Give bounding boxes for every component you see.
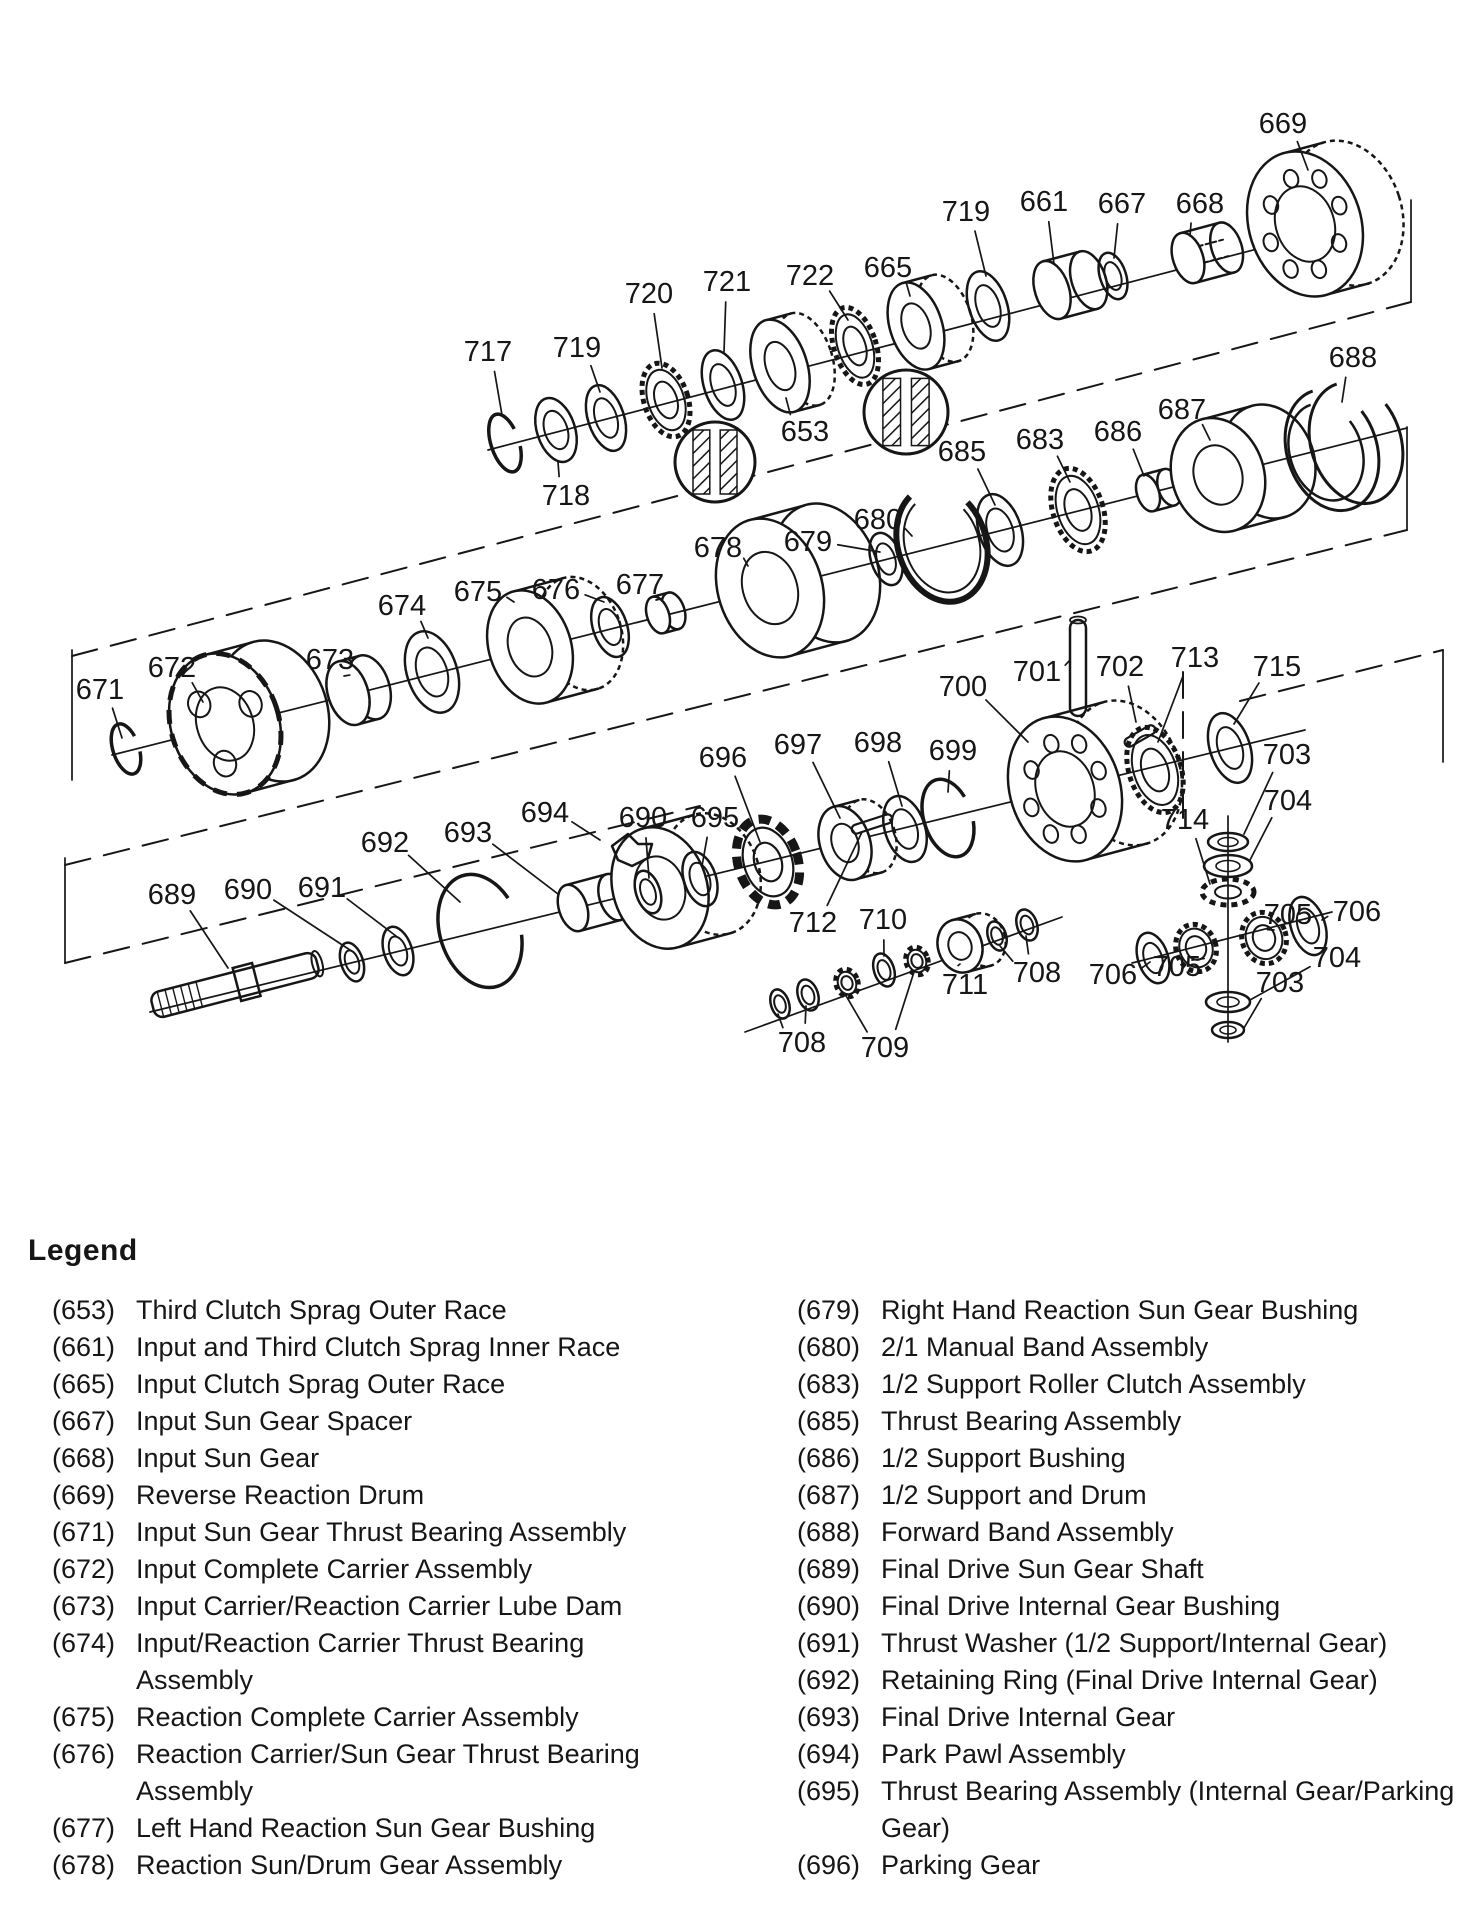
callout-number: 683: [1015, 424, 1065, 456]
callout-number: 692: [360, 827, 410, 859]
part-719-bearing-right: [959, 266, 1017, 346]
callout-661: [1020, 186, 1068, 264]
callout-689: [148, 879, 228, 968]
legend-item-desc: Input and Third Clutch Sprag Inner Race: [136, 1332, 621, 1362]
legend-item-desc: Final Drive Internal Gear: [881, 1702, 1176, 1732]
legend-item-desc: Right Hand Reaction Sun Gear Bushing: [881, 1295, 1359, 1325]
legend-item-desc: Reaction Carrier/Sun Gear Thrust Bearing Assembly: [136, 1739, 640, 1806]
callout-number: 695: [690, 802, 740, 834]
legend-item-desc: Input Sun Gear Spacer: [136, 1406, 413, 1436]
callout-number: 701: [1012, 656, 1062, 688]
legend-item-desc: Reaction Complete Carrier Assembly: [136, 1702, 579, 1732]
callout-677: [616, 569, 664, 601]
part-711-roller-gear: [931, 907, 1013, 978]
legend-item-number: (683): [797, 1369, 861, 1399]
callout-number: 703: [1262, 739, 1312, 771]
legend-item: [797, 1440, 1472, 1477]
callout-number: 687: [1157, 394, 1207, 426]
callout-number: 685: [937, 436, 987, 468]
callout-711: [942, 964, 988, 1001]
legend-item: [52, 1847, 752, 1884]
callout-698: [854, 727, 902, 806]
legend-item-number: (692): [797, 1665, 861, 1695]
callout-697: [774, 729, 840, 818]
part-671-thrust-bearing: [106, 720, 147, 777]
callout-number: 708: [777, 1027, 827, 1059]
callout-number: 718: [541, 480, 591, 512]
callout-number: 680: [853, 504, 903, 536]
callout-number: 688: [1328, 342, 1378, 374]
legend-item: [797, 1625, 1472, 1662]
callout-673: [306, 644, 354, 676]
legend-item-number: (676): [52, 1739, 116, 1769]
callout-708: [778, 1006, 826, 1059]
part-683-roller-clutch: [1041, 461, 1115, 558]
callout-number: 715: [1252, 651, 1302, 683]
legend-item: [52, 1329, 752, 1366]
part-668-input-sun-gear: [1166, 218, 1249, 287]
legend-item-number: (688): [797, 1517, 861, 1547]
legend-item-desc: 2/1 Manual Band Assembly: [881, 1332, 1209, 1362]
legend-item-desc: Parking Gear: [881, 1850, 1041, 1880]
part-717-snap-ring: [482, 410, 527, 476]
legend-left-column: [52, 1292, 752, 1884]
callout-number: 686: [1093, 416, 1143, 448]
legend-item-desc: Input Clutch Sprag Outer Race: [136, 1369, 506, 1399]
callout-number: 671: [75, 674, 125, 706]
callout-708: [1000, 936, 1061, 989]
legend-item-desc: Thrust Bearing Assembly (Internal Gear/Parking Gear): [881, 1776, 1455, 1843]
callout-number: 653: [780, 416, 830, 448]
callout-667: [1098, 188, 1146, 258]
callout-number: 697: [773, 729, 823, 761]
legend-item-desc: Left Hand Reaction Sun Gear Bushing: [136, 1813, 596, 1843]
legend-item: [797, 1773, 1472, 1847]
legend-item: [797, 1366, 1472, 1403]
legend-item-number: (661): [52, 1332, 116, 1362]
legend-item-desc: Input Sun Gear: [136, 1443, 320, 1473]
callout-720: [625, 278, 673, 368]
callout-number: 719: [552, 332, 602, 364]
legend-item-desc: Final Drive Internal Gear Bushing: [881, 1591, 1281, 1621]
part-718-bushing: [528, 393, 585, 468]
legend-item: [797, 1551, 1472, 1588]
part-674-thrust-bearing: [395, 624, 469, 719]
legend-item-desc: Thrust Bearing Assembly: [881, 1406, 1182, 1436]
callout-number: 668: [1175, 188, 1225, 220]
legend-item-number: (687): [797, 1480, 861, 1510]
callout-676: [532, 574, 604, 606]
legend-right-column: [797, 1292, 1472, 1884]
part-689-final-drive-shaft: [148, 946, 326, 1023]
callout-719: [553, 332, 601, 392]
callout-number: 711: [941, 969, 989, 1001]
callout-number: 698: [853, 727, 903, 759]
legend-item: [797, 1588, 1472, 1625]
callout-number: 712: [788, 907, 838, 939]
legend-item: [797, 1329, 1472, 1366]
part-721-ring: [694, 345, 752, 425]
callout-number: 706: [1332, 896, 1382, 928]
legend-item-number: (674): [52, 1628, 116, 1658]
callout-number: 674: [377, 590, 427, 622]
legend-item: [52, 1551, 752, 1588]
legend-item-desc: 1/2 Support and Drum: [881, 1480, 1147, 1510]
callout-number: 706: [1088, 959, 1138, 991]
callout-714: [1161, 804, 1210, 884]
legend-item-number: (671): [52, 1517, 116, 1547]
part-667-sun-gear-spacer: [1093, 249, 1133, 303]
callout-702: [1096, 651, 1144, 722]
legend-item: [797, 1847, 1472, 1884]
callout-705: [1264, 899, 1312, 931]
callout-number: 667: [1097, 188, 1147, 220]
callout-number: 714: [1160, 804, 1210, 836]
legend-item: [52, 1477, 752, 1514]
callout-671: [76, 674, 124, 738]
callout-number: 669: [1258, 108, 1308, 140]
callout-number: 702: [1095, 651, 1145, 683]
callout-number: 675: [453, 576, 503, 608]
callout-number: 676: [531, 574, 581, 606]
legend-item-number: (677): [52, 1813, 116, 1843]
legend-item-number: (673): [52, 1591, 116, 1621]
legend-item-number: (678): [52, 1850, 116, 1880]
legend-item: [52, 1588, 752, 1625]
legend-item: [797, 1403, 1472, 1440]
legend-item: [797, 1699, 1472, 1736]
legend-item-desc: Retaining Ring (Final Drive Internal Gear): [881, 1665, 1378, 1695]
legend-item-desc: Thrust Washer (1/2 Support/Internal Gear): [881, 1628, 1388, 1658]
legend-item: [52, 1440, 752, 1477]
callout-678: [694, 532, 748, 566]
legend-item-desc: Input Sun Gear Thrust Bearing Assembly: [136, 1517, 627, 1547]
callout-686: [1094, 416, 1144, 476]
callout-number: 661: [1019, 186, 1069, 218]
legend-item-desc: Input Carrier/Reaction Carrier Lube Dam: [136, 1591, 623, 1621]
callout-number: 694: [520, 797, 570, 829]
callout-number: 679: [783, 526, 833, 558]
legend-item-desc: Reaction Sun/Drum Gear Assembly: [136, 1850, 563, 1880]
callout-722: [786, 260, 848, 320]
legend-item-number: (667): [52, 1406, 116, 1436]
legend-item: [52, 1403, 752, 1440]
legend-item-number: (675): [52, 1702, 116, 1732]
callout-701: [1013, 656, 1070, 688]
callout-number: 689: [147, 879, 197, 911]
legend-item: [52, 1810, 752, 1847]
legend-item-number: (693): [797, 1702, 861, 1732]
legend-item: [52, 1366, 752, 1403]
legend-item-number: (680): [797, 1332, 861, 1362]
legend-item: [52, 1514, 752, 1551]
callout-717: [464, 336, 512, 415]
legend-item-desc: Park Pawl Assembly: [881, 1739, 1126, 1769]
callout-number: 719: [941, 196, 991, 228]
callout-number: 709: [860, 1032, 910, 1064]
legend-item-number: (686): [797, 1443, 861, 1473]
callout-number: 705: [1152, 951, 1202, 983]
legend-item-number: (668): [52, 1443, 116, 1473]
callout-number: 691: [297, 872, 347, 904]
legend-item: [797, 1662, 1472, 1699]
callout-number: 704: [1263, 785, 1313, 817]
callout-number: 700: [938, 671, 988, 703]
callout-number: 665: [863, 252, 913, 284]
legend-item: [797, 1736, 1472, 1773]
part-709-clip-1: [832, 966, 862, 999]
legend-item-desc: Final Drive Sun Gear Shaft: [881, 1554, 1204, 1584]
legend-item-desc: Input/Reaction Carrier Thrust Bearing Assembly: [136, 1628, 585, 1695]
legend-item-number: (695): [797, 1776, 861, 1806]
callout-number: 722: [785, 260, 835, 292]
callout-710: [859, 904, 907, 956]
callout-number: 672: [147, 652, 197, 684]
callout-number: 720: [624, 278, 674, 310]
callout-number: 699: [928, 735, 978, 767]
callout-688: [1329, 342, 1377, 402]
legend-item-number: (685): [797, 1406, 861, 1436]
legend-item: [797, 1477, 1472, 1514]
legend-item-number: (690): [797, 1591, 861, 1621]
callout-number: 677: [615, 569, 665, 601]
legend-item-number: (653): [52, 1295, 116, 1325]
legend-item-desc: Reverse Reaction Drum: [136, 1480, 425, 1510]
legend-item-desc: 1/2 Support Bushing: [881, 1443, 1126, 1473]
part-722-sprag-ring: [823, 301, 888, 390]
part-669-reverse-reaction-drum: [1229, 125, 1422, 311]
callout-number: 673: [305, 644, 355, 676]
legend-item: [52, 1292, 752, 1329]
part-708-washer-2: [794, 977, 823, 1014]
legend-item: [52, 1736, 752, 1810]
callout-number: 708: [1012, 957, 1062, 989]
legend-item-desc: 1/2 Support Roller Clutch Assembly: [881, 1369, 1306, 1399]
callout-653: [781, 398, 829, 448]
callout-number: 710: [858, 904, 908, 936]
legend-item-number: (679): [797, 1295, 861, 1325]
callout-705: [1153, 951, 1204, 983]
callout-718: [542, 462, 590, 512]
legend-item-number: (694): [797, 1739, 861, 1769]
legend-item-desc: Forward Band Assembly: [881, 1517, 1174, 1547]
callout-number: 690: [618, 802, 668, 834]
legend-title: Legend: [28, 1234, 138, 1267]
legend-item: [797, 1514, 1472, 1551]
callout-number: 713: [1170, 642, 1220, 674]
part-708-washer-3: [984, 919, 1010, 953]
part-653-third-clutch-outer-race: [739, 305, 845, 420]
callout-number: 705: [1263, 899, 1313, 931]
part-719-bearing-left: [578, 380, 633, 456]
legend-item-number: (665): [52, 1369, 116, 1399]
legend-item-number: (689): [797, 1554, 861, 1584]
legend-item-number: (672): [52, 1554, 116, 1584]
legend-item-number: (696): [797, 1850, 861, 1880]
callout-721: [703, 266, 751, 352]
callout-number: 717: [463, 336, 513, 368]
legend-item: [797, 1292, 1472, 1329]
callout-number: 693: [443, 817, 493, 849]
callout-number: 678: [693, 532, 743, 564]
callout-number: 721: [702, 266, 752, 298]
callout-number: 690: [223, 874, 273, 906]
legend-item-desc: Third Clutch Sprag Outer Race: [136, 1295, 507, 1325]
callout-number: 703: [1255, 967, 1305, 999]
legend-item: [52, 1625, 752, 1699]
callout-719: [942, 196, 990, 276]
legend-item-desc: Input Complete Carrier Assembly: [136, 1554, 533, 1584]
part-701-pinion-shaft: [1070, 617, 1086, 717]
callout-number: 696: [698, 742, 748, 774]
callout-704: [1250, 785, 1312, 860]
callout-number: 704: [1312, 942, 1362, 974]
legend-item-number: (691): [797, 1628, 861, 1658]
legend-item: [52, 1699, 752, 1736]
part-sprag-detail-left: [675, 422, 755, 502]
callout-706: [1089, 959, 1150, 991]
legend-item-number: (669): [52, 1480, 116, 1510]
part-sprag-detail-right: [864, 370, 948, 454]
